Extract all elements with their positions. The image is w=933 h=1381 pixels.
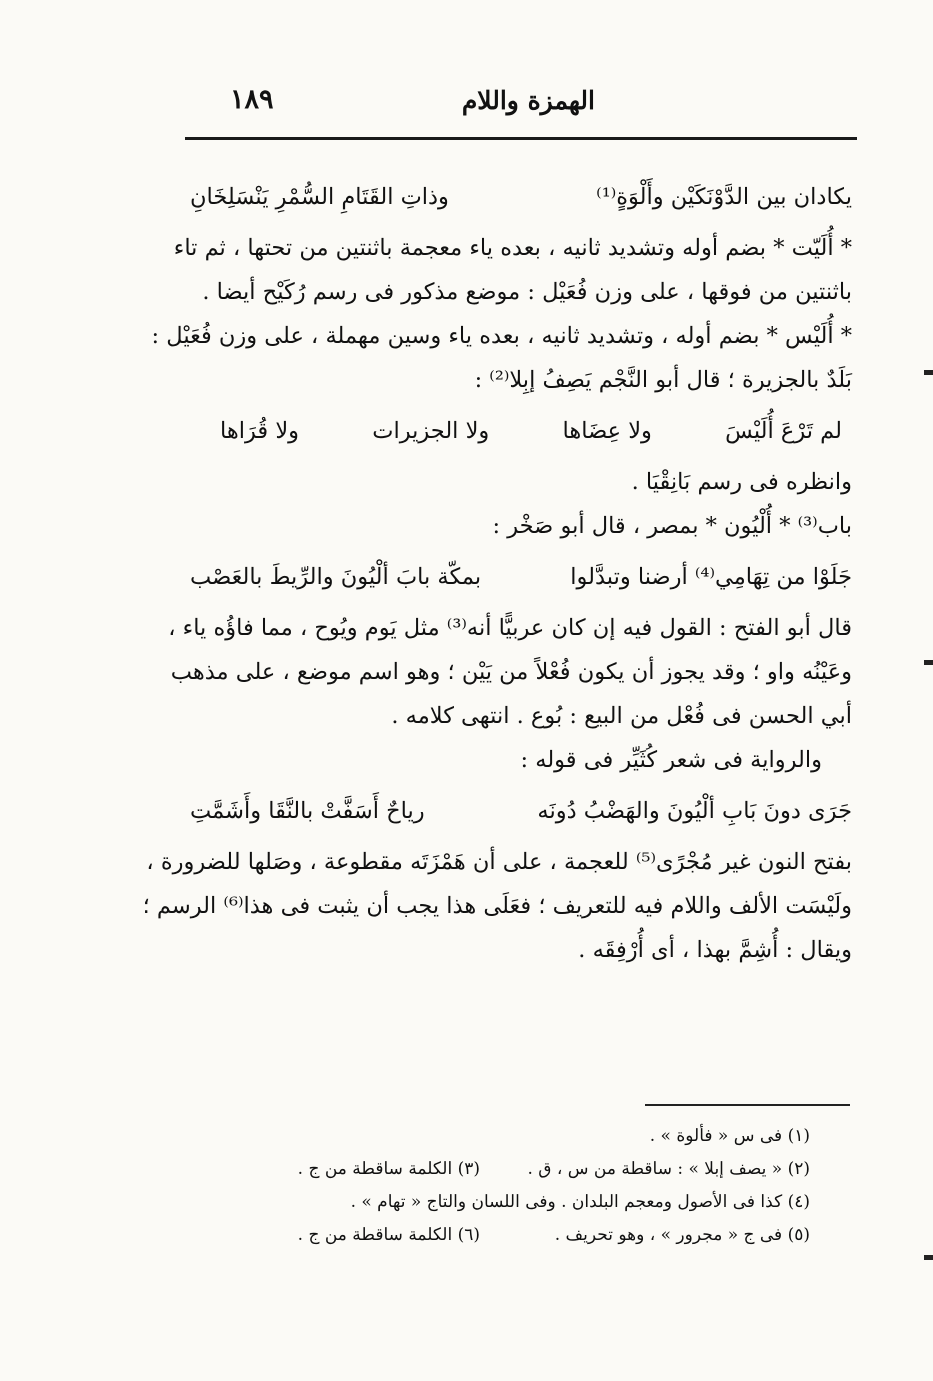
verse-first-hemistich: جَرَى دونَ بَابِ ألْيُونَ والهَضْبُ دُونَه <box>537 798 852 824</box>
footnote: (٦) الكلمة ساقطة من ج . <box>297 1225 480 1245</box>
footnotes <box>190 1120 810 1252</box>
text-line: والرواية فى شعر كُثَيِّر فى قوله : <box>520 747 822 773</box>
footnote-row <box>190 1219 810 1252</box>
verse-first-hemistich: يكادان بين الدَّوْنَكَيْن وأَلْوَةٍ⁽¹⁾ <box>596 184 852 210</box>
verse-segment: ولا الجزيرات <box>372 418 490 444</box>
footnote: (٣) الكلمة ساقطة من ج . <box>297 1159 480 1179</box>
text-line: باثنتين من فوقها ، على وزن فُعَيْل : موضع مذكور فى رسم رُكَيْح أيضا . <box>202 279 852 305</box>
footnote: (١) فى س « فألوة » . <box>649 1126 810 1146</box>
text-line: ولَيْسَت الألف واللام فيه للتعريف ؛ فعَلَى هذا يجب أن يثبت فى هذا⁽⁶⁾ الرسم ؛ <box>142 893 852 919</box>
verse-second-hemistich: وذاتِ القَتَامِ السُّمْرِ يَنْسَلِخَانِ <box>190 184 449 210</box>
scan-edge-mark <box>924 370 933 375</box>
text-line: أبي الحسن فى فُعْل من البيع : بُوع . انتهى كلامه . <box>391 703 852 729</box>
verse-line <box>190 548 852 606</box>
header-rule <box>185 137 857 140</box>
footnote-rule <box>645 1104 850 1106</box>
scan-edge-mark <box>924 660 933 665</box>
main-text <box>142 168 852 972</box>
text-line: بَلَدٌ بالجزيرة ؛ قال أبو النَّجْم يَصِفُ إبِلا⁽²⁾ : <box>474 367 852 393</box>
page-number: ١٨٩ <box>230 84 274 115</box>
text-line: بفتح النون غير مُجْرًى⁽⁵⁾ للعجمة ، على أن هَمْزَتَه مقطوعة ، وصَلها للضرورة ، <box>146 849 852 875</box>
verse-segment: لم تَرْعَ أُلَيْسَ <box>725 418 842 444</box>
footnote: (٤) كذا فى الأصول ومعجم البلدان . وفى اللسان والتاج « تهام » . <box>350 1192 810 1212</box>
verse-line <box>190 168 852 226</box>
text-line: وعَيْنُه واو ؛ وقد يجوز أن يكون فُعْلاً من يَيْن ؛ وهو اسم موضع ، على مذهب <box>170 659 852 685</box>
running-title: الهمزة واللام <box>461 86 595 115</box>
verse-segment: ولا قُرَاها <box>220 418 300 444</box>
text-line: باب⁽³⁾ * أُلْيُون * بمصر ، قال أبو صَخْر : <box>492 513 852 539</box>
page-header <box>190 80 850 128</box>
footnote-row <box>190 1153 810 1186</box>
text-line: * أُلَيّت * بضم أوله وتشديد ثانيه ، بعده ياء معجمة باثنتين من تحتها ، ثم تاء <box>173 235 852 261</box>
text-line: وانظره فى رسم بَانِقْيَا . <box>631 469 852 495</box>
text-line: ويقال : أُشِمَّ بهذا ، أى أُرْفِقَه . <box>578 937 852 963</box>
verse-second-hemistich: رياحٌ أَسَفَّتْ بالنَّقَا وأَشَمَّتِ <box>190 798 425 824</box>
verse-line <box>190 782 852 840</box>
verse-second-hemistich: بمكّة بابَ ألْيُونَ والرِّيطَ بالعَصْب <box>190 564 482 590</box>
verse-first-hemistich: جَلَوْا من تِهَامِي⁽⁴⁾ أرضنا وتبدَّلوا <box>570 564 852 590</box>
footnote: (٥) فى ج « مجرور » ، وهو تحريف . <box>554 1225 810 1245</box>
verse-line <box>190 402 852 460</box>
footnote: (٢) « يصف إبلا » : ساقطة من س ، ق . <box>527 1159 810 1179</box>
text-line: * أُلَيْس * بضم أوله ، وتشديد ثانيه ، بعده ياء وسين مهملة ، على وزن فُعَيْل : <box>151 323 852 349</box>
verse-segment: ولا عِضَاها <box>562 418 652 444</box>
scan-edge-mark <box>924 1255 933 1260</box>
text-line: قال أبو الفتح : القول فيه إن كان عربيًّا أنه⁽³⁾ مثل يَوم ويُوح ، مما فاؤُه ياء ، <box>168 615 852 641</box>
